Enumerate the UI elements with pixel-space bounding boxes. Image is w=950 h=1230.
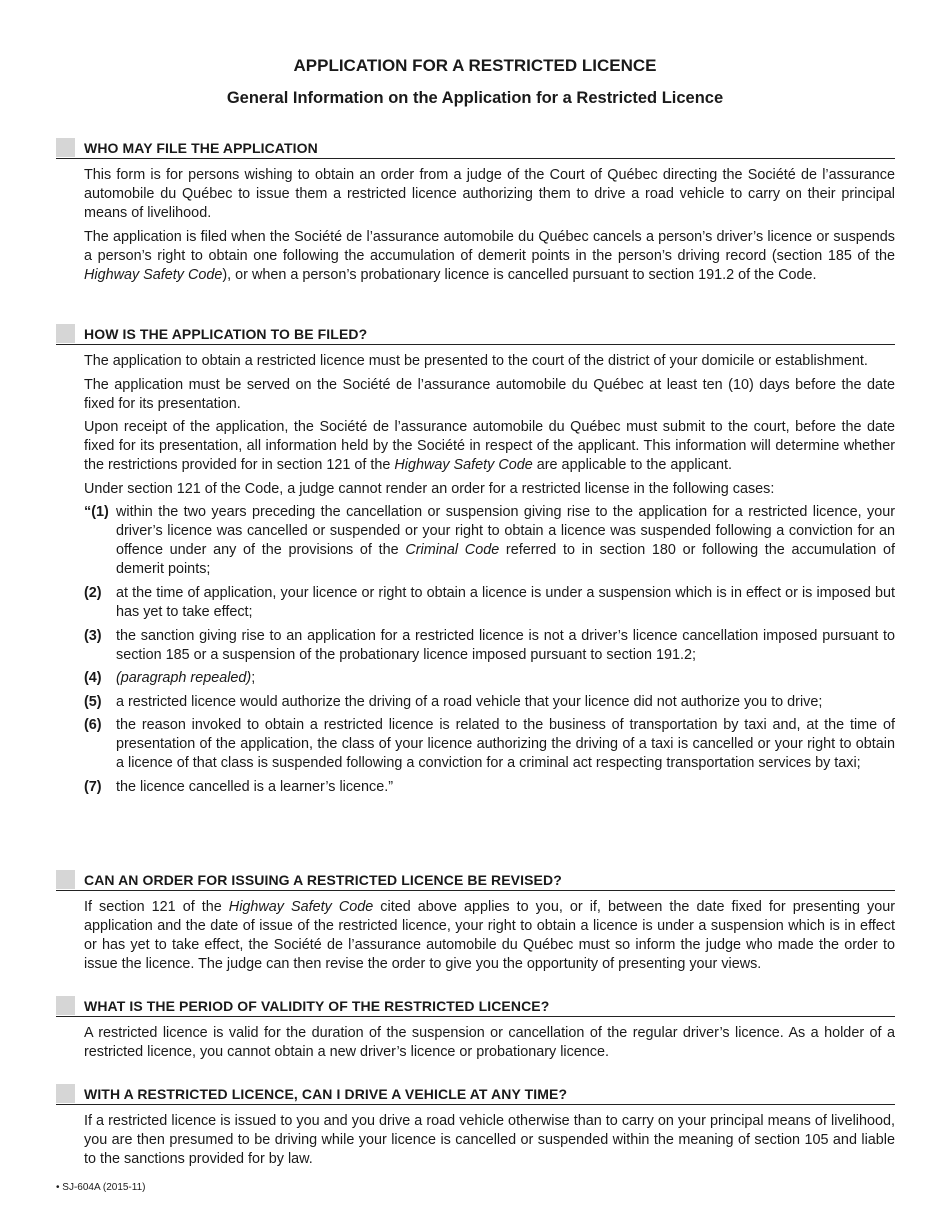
list-item: (3) the sanction giving rise to an application for a restricted licence is not a driver’s licence cancellation imposed pursuant to section 185 or a suspension of the probationary licence imposed pursuant to section 191.2; bbox=[84, 627, 895, 663]
section-marker-box bbox=[56, 324, 75, 343]
list-item: (6) the reason invoked to obtain a restricted licence is related to the business of transportation by taxi and, at the time of presentation of the application, the class of your licence authorizing the driving of a taxi is cancelled or your right to obtain a licence of that class is suspended following a conviction for a criminal act respecting transportation services by taxi; bbox=[84, 717, 895, 772]
list-item: “(1) within the two years preceding the cancellation or suspension giving rise to the application for a restricted licence, your driver’s licence was cancelled or suspended or your right to obtain a licence was suspended following a conviction for an offence under any of the provisions of the Criminal Code referred to in section 180 or following the accumulation of demerit points; bbox=[84, 504, 895, 578]
paragraph: Upon receipt of the application, the Société de l’assurance automobile du Québec must submit to the court, before the date fixed for its presentation, all information held by the Société in respect of the applicant. This information will determine whether the restrictions provided for in section 121 of the Highway Safety Code are applicable to the applicant. bbox=[84, 419, 895, 474]
section-who-may-file bbox=[56, 138, 895, 289]
form-code-footer: • SJ-604A (2015-11) bbox=[56, 1182, 146, 1193]
section-header bbox=[56, 996, 895, 1017]
section-header bbox=[56, 138, 895, 159]
section-marker-box bbox=[56, 138, 75, 157]
section-how-to-file bbox=[56, 324, 895, 802]
section-body bbox=[84, 352, 895, 797]
section-heading: WHAT IS THE PERIOD OF VALIDITY OF THE RESTRICTED LICENCE? bbox=[84, 998, 550, 1014]
list-item: (4) (paragraph repealed); bbox=[84, 670, 256, 687]
paragraph: If section 121 of the Highway Safety Code cited above applies to you, or if, between the date fixed for presenting your application and the date of issue of the restricted licence, your right to obtain a licence is under a suspension which is in effect or has yet to take effect, the Société de l’assurance automobile du Québec must so inform the judge who made the order to issue the licence. The judge can then revise the order to give you the opportunity of presenting your views. bbox=[84, 899, 895, 972]
section-heading: WHO MAY FILE THE APPLICATION bbox=[84, 140, 318, 156]
section-body bbox=[84, 166, 895, 285]
section-heading: WITH A RESTRICTED LICENCE, CAN I DRIVE A VEHICLE AT ANY TIME? bbox=[84, 1086, 568, 1102]
section-marker-box bbox=[56, 1084, 75, 1103]
list-item: (7) the licence cancelled is a learner’s licence.” bbox=[84, 778, 394, 795]
list-item-number: (5) bbox=[84, 693, 102, 710]
list-item-number: (4) bbox=[84, 670, 102, 687]
document-subtitle: General Information on the Application for a Restricted Licence bbox=[226, 89, 724, 107]
section-body bbox=[84, 898, 895, 974]
list-item: (5) a restricted licence would authorize the driving of a road vehicle that your licence did not authorize you to drive; bbox=[84, 693, 823, 710]
paragraph: A restricted licence is valid for the duration of the suspension or cancellation of the regular driver’s licence. As a holder of a restricted licence, you cannot obtain a new driver’s licence or probationary licence. bbox=[84, 1025, 895, 1060]
paragraph: This form is for persons wishing to obtain an order from a judge of the Court of Québec directing the Société de l’assurance automobile du Québec to issue them a restricted licence authorizing them to drive a road vehicle to carry on their principal means of livelihood. bbox=[84, 167, 895, 221]
section-order-revision bbox=[56, 870, 895, 979]
section-marker-box bbox=[56, 996, 75, 1015]
section-body bbox=[84, 1112, 895, 1169]
section-period-of-validity bbox=[56, 996, 895, 1067]
section-header bbox=[56, 324, 895, 345]
paragraph: If a restricted licence is issued to you and you drive a road vehicle otherwise than to carry on your principal means of livelihood, you are then presumed to be driving while your licence is cancelled or suspended within the meaning of section 105 and liable to the sanctions provided for by law. bbox=[84, 1113, 895, 1167]
list-item-number: (3) bbox=[84, 627, 102, 644]
paragraph: The application to obtain a restricted licence must be presented to the court of the district of your domicile or establishment. bbox=[84, 353, 868, 369]
list-item: (2) at the time of application, your licence or right to obtain a licence is under a suspension which is in effect or is imposed but has yet to take effect; bbox=[84, 584, 895, 620]
document-title: APPLICATION FOR A RESTRICTED LICENCE bbox=[293, 56, 657, 75]
section-heading: CAN AN ORDER FOR ISSUING A RESTRICTED LICENCE BE REVISED? bbox=[84, 872, 562, 888]
paragraph: The application must be served on the Société de l’assurance automobile du Québec at least ten (10) days before the date fixed for its presentation. bbox=[84, 376, 895, 412]
section-heading: HOW IS THE APPLICATION TO BE FILED? bbox=[84, 326, 368, 342]
section-header bbox=[56, 870, 895, 891]
section-drive-any-time bbox=[56, 1084, 895, 1174]
list-item-number: “(1) bbox=[84, 504, 109, 521]
paragraph: Under section 121 of the Code, a judge cannot render an order for a restricted license in the following cases: bbox=[84, 480, 775, 497]
list-item-number: (2) bbox=[84, 584, 102, 601]
paragraph: The application is filed when the Société de l’assurance automobile du Québec cancels a person’s driver’s licence or suspends a person’s right to obtain one following the accumulation of demerit points in the person’s driving record (section 185 of the Highway Safety Code), or when a person’s probationary licence is cancelled pursuant to section 191.2 of the Code. bbox=[84, 228, 895, 283]
section-marker-box bbox=[56, 870, 75, 889]
list-item-number: (6) bbox=[84, 717, 102, 734]
section-body bbox=[84, 1024, 895, 1062]
list-item-number: (7) bbox=[84, 778, 102, 795]
section-header bbox=[56, 1084, 895, 1105]
